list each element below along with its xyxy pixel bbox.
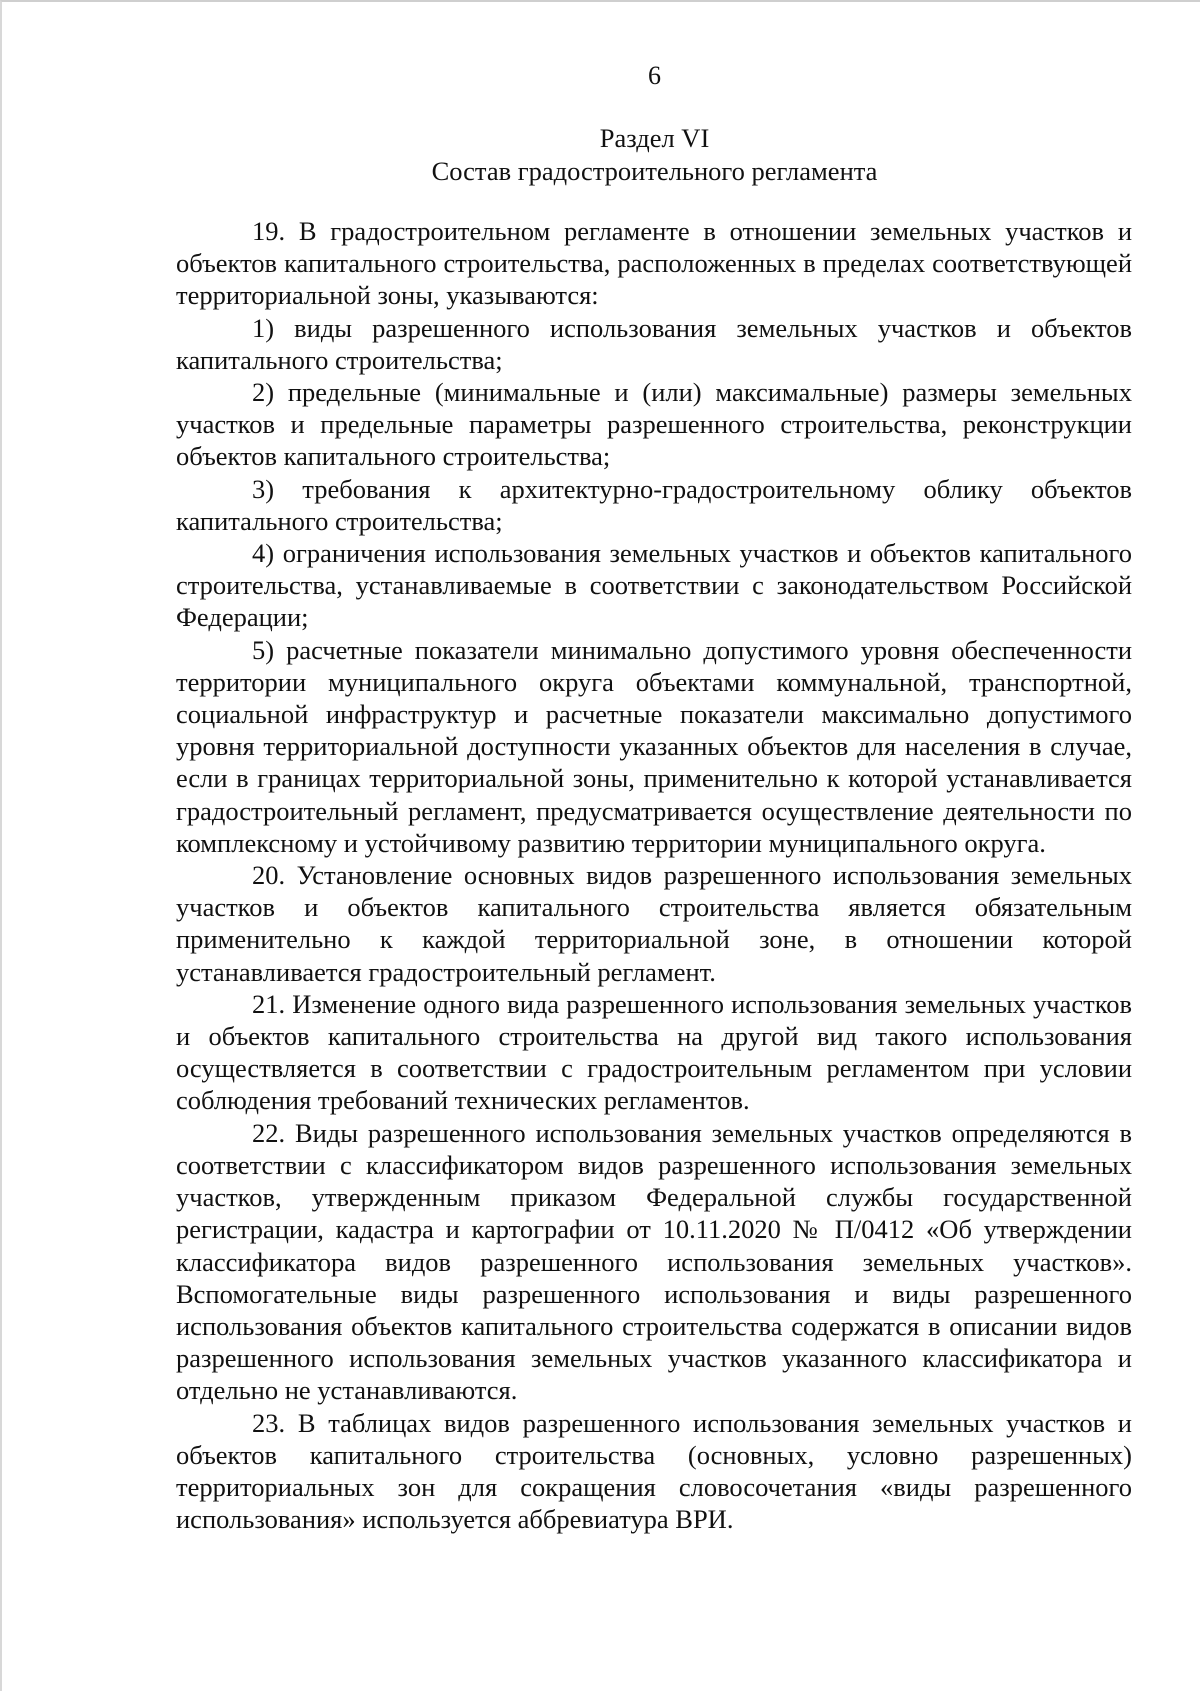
paragraph-21: 21. Изменение одного вида разрешенного использования земельных участков и объектов капитального строительства на другой вид такого использования осуществляется в соответствии с градостроительным регламентом при условии соблюдения требований технических регламентов. (176, 988, 1132, 1116)
section-subtitle: Состав градостроительного регламента (431, 156, 878, 186)
page-number: 6 (648, 61, 661, 90)
paragraph-20: 20. Установление основных видов разрешенного использования земельных участков и объектов капитального строительства является обязательным применительно к каждой территориальной зоне, в отношении которой устанавливается градостроительный регламент. (176, 860, 1132, 987)
list-item-5: 5) расчетные показатели минимально допустимого уровня обеспеченности территории муниципального округа объектами коммунальной, транспортной, социальной инфраструктур и расчетные показатели максимально допустимого уровня территориальной доступности указанных объектов для населения в случае, если в границах территориальной зоны, применительно к которой устанавливается градостроительный регламент, предусматривается осуществление деятельности по комплексному и устойчивому развитию территории муниципального округа. (176, 634, 1132, 858)
list-item-1: 1) виды разрешенного использования земельных участков и объектов капитального строительства; (176, 312, 1132, 375)
paragraph-19: 19. В градостроительном регламенте в отношении земельных участков и объектов капитального строительства, расположенных в пределах соответствующей территориальной зоны, указываются: (176, 216, 1132, 311)
document-body (176, 215, 1132, 1535)
list-item-3: 3) требования к архитектурно-градостроительному облику объектов капитального строительства; (176, 473, 1132, 536)
list-item-2: 2) предельные (минимальные и (или) максимальные) размеры земельных участков и предельные параметры разрешенного строительства, реконструкции объектов капитального строительства; (176, 377, 1132, 472)
list-item-4: 4) ограничения использования земельных участков и объектов капитального строительства, устанавливаемые в соответствии с законодательством Российской Федерации; (176, 538, 1132, 633)
paragraph-23: 23. В таблицах видов разрешенного использования земельных участков и объектов капитального строительства (основных, условно разрешенных) территориальных зон для сокращения словосочетания «виды разрешенного использования» используется аббревиатура ВРИ. (176, 1407, 1132, 1535)
section-heading (2, 122, 1200, 188)
paragraph-22: 22. Виды разрешенного использования земельных участков определяются в соответствии с классификатором видов разрешенного использования земельных участков, утвержденным приказом Федеральной службы государственной регистрации, кадастра и картографии от 10.11.2020 № П/0412 «Об утверждении классификатора видов разрешенного использования земельных участков». Вспомогательные виды разрешенного использования и виды разрешенного использования объектов капитального строительства содержатся в описании видов разрешенного использования земельных участков указанного классификатора и отдельно не устанавливаются. (176, 1117, 1132, 1406)
section-title: Раздел VI (599, 123, 710, 153)
